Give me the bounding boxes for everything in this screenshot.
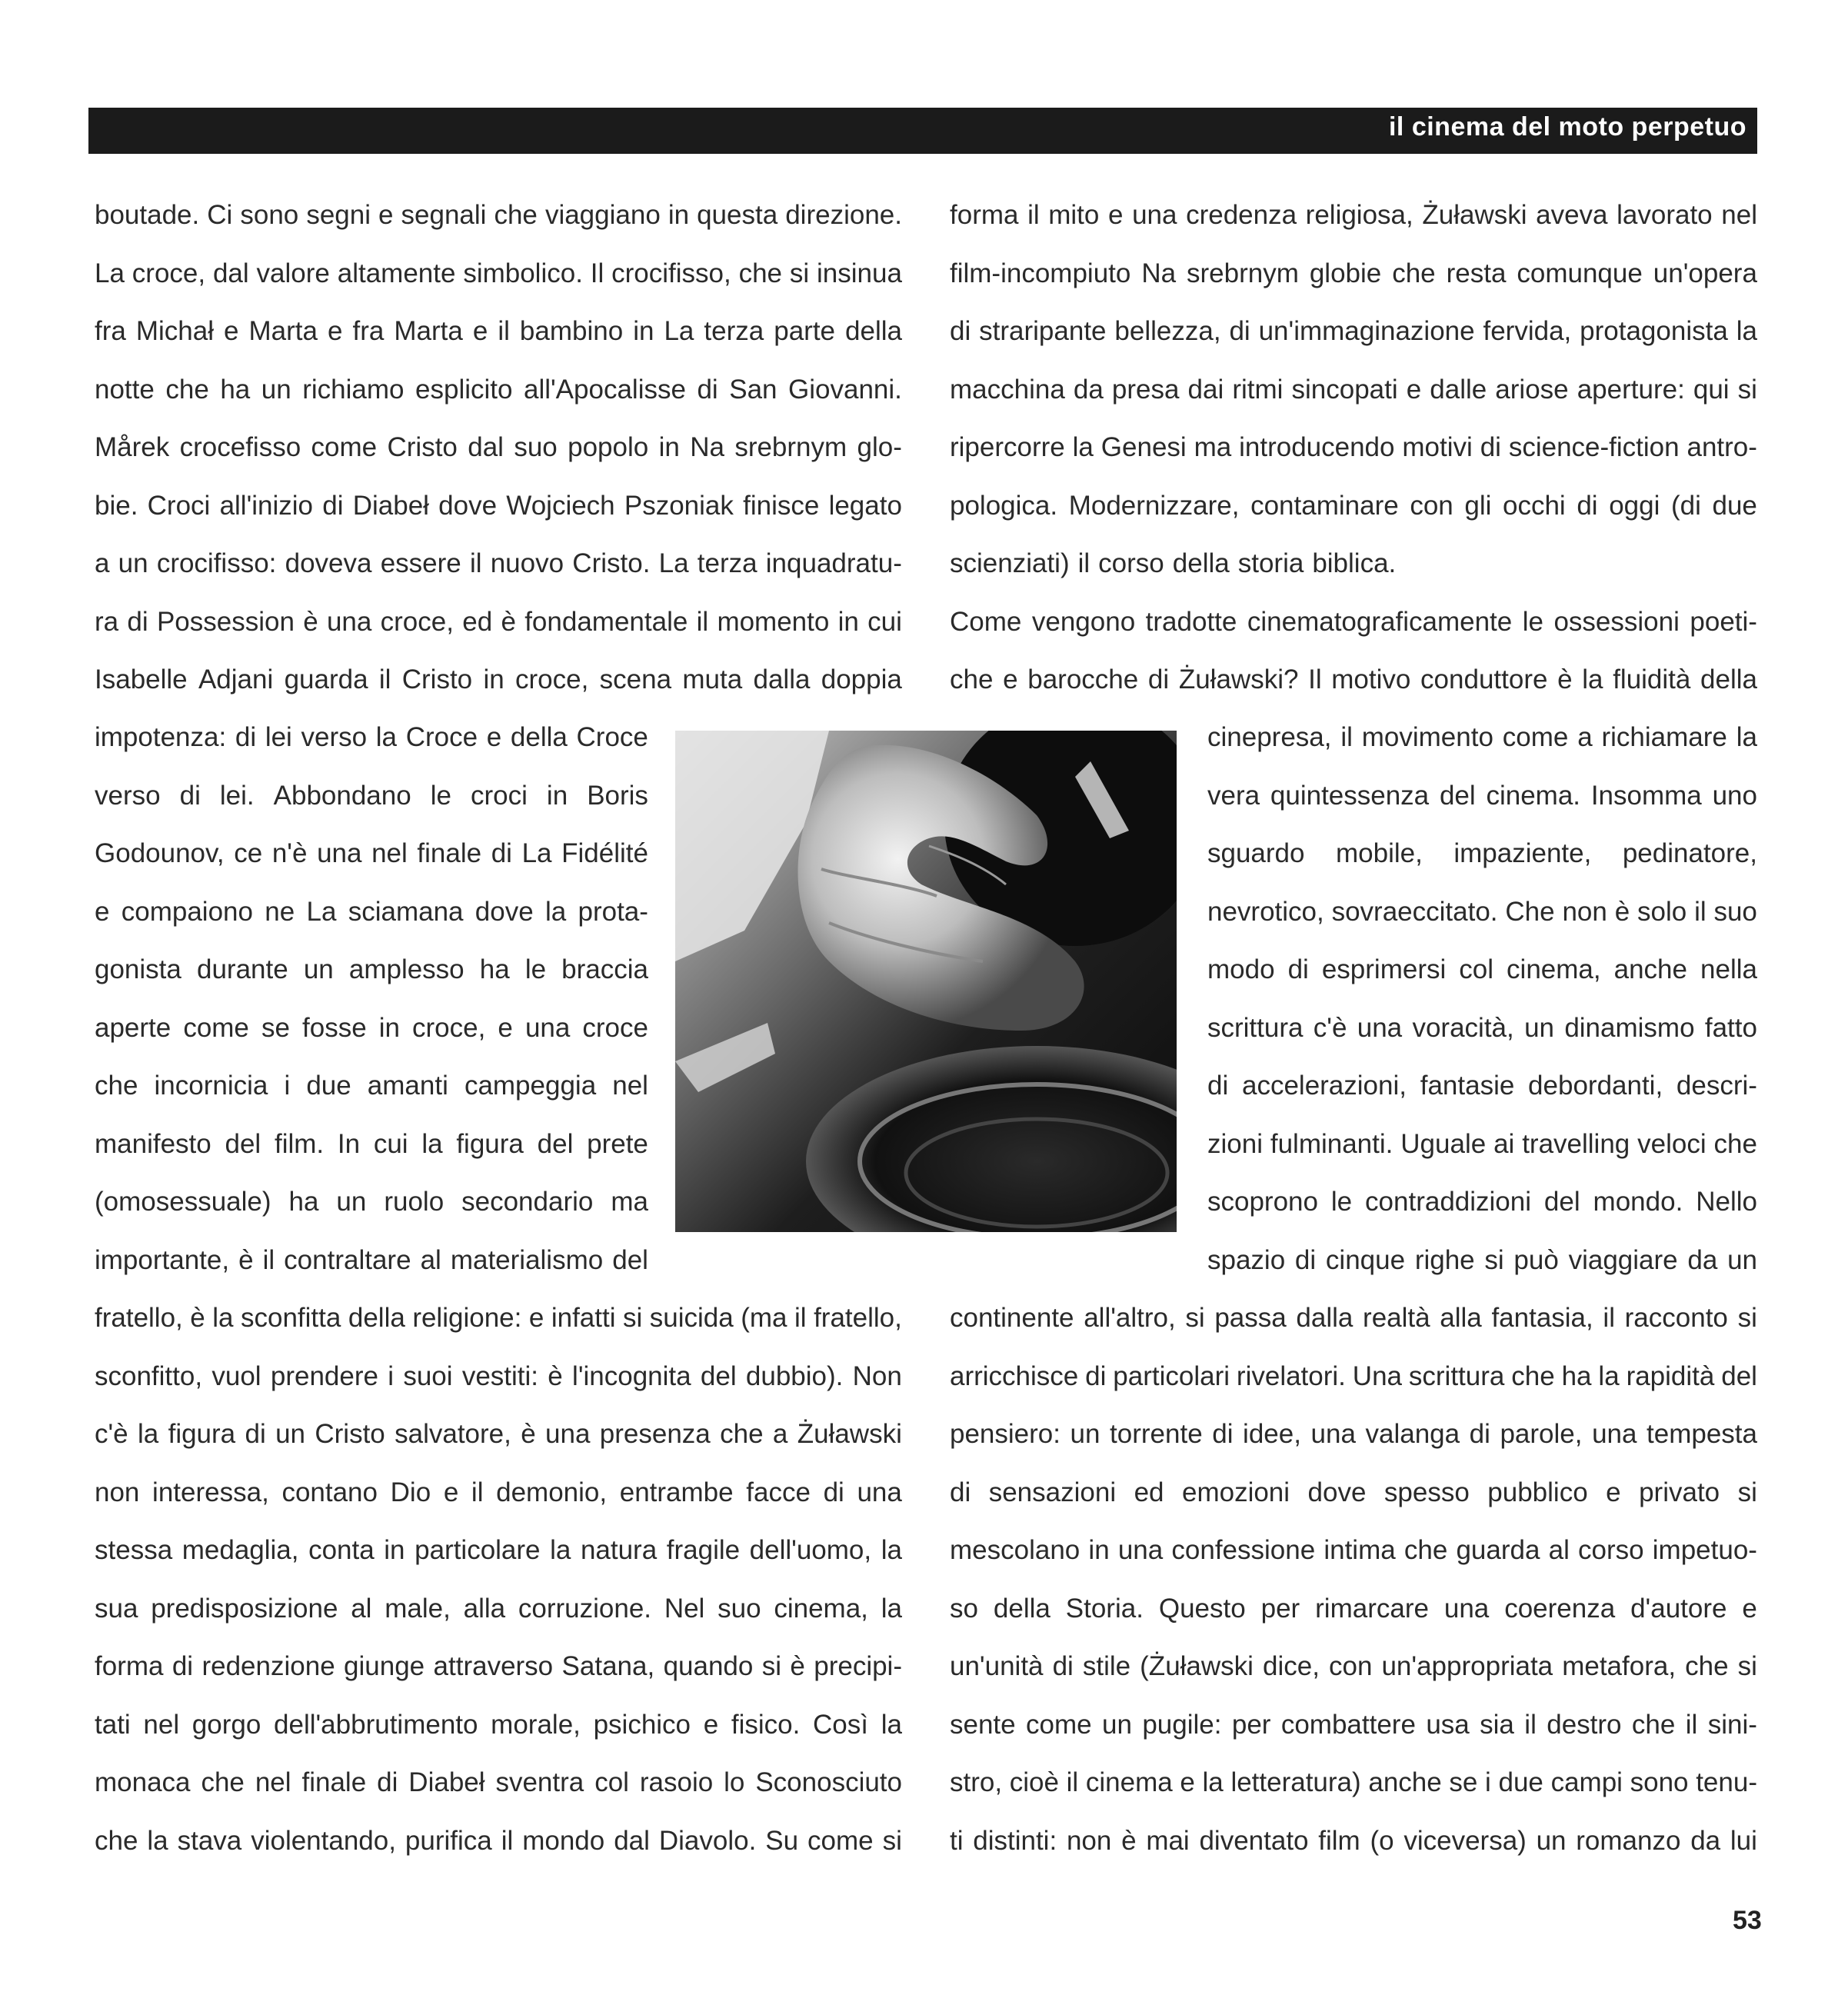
text-line: stro, cioè il cinema e la letteratura) anche se i due campi sono tenu- [950, 1767, 1757, 1797]
right-column-bottom [950, 1289, 1757, 1870]
text-line: fra Michał e Marta e fra Marta e il bambino in La terza parte della [95, 316, 902, 346]
text-line: forma il mito e una credenza religiosa, Żuławski aveva lavorato nel [950, 200, 1757, 230]
hand-camera-photo-icon [675, 731, 1177, 1232]
text-line: Godounov, ce n'è una nel finale di La Fidélité [95, 838, 648, 868]
text-line: gonista durante un amplesso ha le braccia [95, 954, 648, 984]
text-line: spazio di cinque righe si può viaggiare da un [1207, 1244, 1757, 1275]
text-line: bie. Croci all'inizio di Diabeł dove Wojciech Pszoniak finisce legato [95, 490, 902, 521]
text-line: sguardo mobile, impaziente, pedinatore, [1207, 838, 1757, 868]
text-line: stessa medaglia, conta in particolare la natura fragile dell'uomo, la [95, 1535, 902, 1565]
text-line: arricchisce di particolari rivelatori. Una scrittura che ha la rapidità del [950, 1361, 1757, 1391]
running-header-bar [88, 108, 1757, 154]
text-line: di straripante bellezza, di un'immaginazione fervida, protagonista la [950, 316, 1757, 346]
text-line: notte che ha un richiamo esplicito all'Apocalisse di San Giovanni. [95, 374, 902, 405]
text-line: di accelerazioni, fantasie debordanti, descri- [1207, 1071, 1757, 1101]
left-column-top [95, 186, 902, 709]
text-line: so della Storia. Questo per rimarcare una coerenza d'autore e [950, 1593, 1757, 1624]
text-line: ripercorre la Genesi ma introducendo motivi di science-fiction antro- [950, 432, 1757, 462]
text-line: tati nel gorgo dell'abbrutimento morale, psichico e fisico. Così la [95, 1709, 902, 1740]
text-line: mescolano in una confessione intima che guarda al corso impetuo- [950, 1535, 1757, 1565]
text-line: aperte come se fosse in croce, e una croce [95, 1012, 648, 1043]
left-column-bottom [95, 1289, 902, 1870]
text-line: Isabelle Adjani guarda il Cristo in croce, scena muta dalla doppia [95, 664, 902, 694]
text-line: zioni fulminanti. Uguale ai travelling veloci che [1207, 1128, 1757, 1159]
text-line: un'unità di stile (Żuławski dice, con un'appropriata metafora, che si [950, 1651, 1757, 1681]
text-line: fratello, è la sconfitta della religione: e infatti si suicida (ma il fratello, [95, 1303, 902, 1333]
text-line: scrittura c'è una voracità, un dinamismo fatto [1207, 1012, 1757, 1043]
text-line: modo di esprimersi col cinema, anche nella [1207, 954, 1757, 984]
text-line: pologica. Modernizzare, contaminare con gli occhi di oggi (di due [950, 490, 1757, 521]
text-line: e compaiono ne La sciamana dove la prota- [95, 896, 648, 927]
text-line: boutade. Ci sono segni e segnali che viaggiano in questa direzione. [95, 200, 902, 230]
text-line: non interessa, contano Dio e il demonio, entrambe facce di una [95, 1477, 902, 1507]
text-line: a un crocifisso: doveva essere il nuovo Cristo. La terza inquadratu- [95, 548, 902, 578]
text-line: macchina da presa dai ritmi sincopati e dalle ariose aperture: qui si [950, 374, 1757, 405]
text-line: Mårek crocefisso come Cristo dal suo popolo in Na srebrnym glo- [95, 432, 902, 462]
text-line: La croce, dal valore altamente simbolico. Il crocifisso, che si insinua [95, 258, 902, 288]
text-line: (omosessuale) ha un ruolo secondario ma [95, 1187, 648, 1217]
text-line: di sensazioni ed emozioni dove spesso pubblico e privato si [950, 1477, 1757, 1507]
text-line: forma di redenzione giunge attraverso Satana, quando si è precipi- [95, 1651, 902, 1681]
text-line: pensiero: un torrente di idee, una valanga di parole, una tempesta [950, 1419, 1757, 1449]
text-line: continente all'altro, si passa dalla realtà alla fantasia, il racconto si [950, 1303, 1757, 1333]
text-line: nevrotico, sovraeccitato. Che non è solo il suo [1207, 896, 1757, 927]
text-line: impotenza: di lei verso la Croce e della Croce [95, 722, 648, 752]
text-line: vera quintessenza del cinema. Insomma uno [1207, 780, 1757, 811]
text-line: che la stava violentando, purifica il mondo dal Diavolo. Su come si [95, 1825, 902, 1856]
running-header-title: il cinema del moto perpetuo [1388, 112, 1746, 142]
text-line: monaca che nel finale di Diabeł sventra col rasoio lo Sconosciuto [95, 1767, 902, 1797]
right-column-top [950, 186, 1757, 709]
right-column-wrap [1207, 708, 1757, 1289]
text-line: cinepresa, il movimento come a richiamare la [1207, 722, 1757, 752]
text-line: che incornicia i due amanti campeggia nel [95, 1071, 648, 1101]
page-number: 53 [1733, 1906, 1762, 1935]
film-still-photo [675, 731, 1177, 1232]
text-line: verso di lei. Abbondano le croci in Boris [95, 780, 648, 811]
text-line: Come vengono tradotte cinematograficamente le ossessioni poeti- [950, 606, 1757, 637]
text-line: importante, è il contraltare al materialismo del [95, 1244, 648, 1275]
text-line: sua predisposizione al male, alla corruzione. Nel suo cinema, la [95, 1593, 902, 1624]
text-line: scoprono le contraddizioni del mondo. Nello [1207, 1187, 1757, 1217]
text-line: scienziati) il corso della storia biblica. [950, 548, 1397, 578]
text-line: c'è la figura di un Cristo salvatore, è una presenza che a Żuławski [95, 1419, 902, 1449]
text-line: che e barocche di Żuławski? Il motivo conduttore è la fluidità della [950, 664, 1757, 694]
text-line: ra di Possession è una croce, ed è fondamentale il momento in cui [95, 606, 902, 637]
text-line: sconfitto, vuol prendere i suoi vestiti: è l'incognita del dubbio). Non [95, 1361, 902, 1391]
text-line: ti distinti: non è mai diventato film (o viceversa) un romanzo da lui [950, 1825, 1757, 1856]
text-line: sente come un pugile: per combattere usa sia il destro che il sini- [950, 1709, 1757, 1740]
left-column-wrap [95, 708, 648, 1289]
text-line: film-incompiuto Na srebrnym globie che resta comunque un'opera [950, 258, 1757, 288]
text-line: manifesto del film. In cui la figura del prete [95, 1128, 648, 1159]
